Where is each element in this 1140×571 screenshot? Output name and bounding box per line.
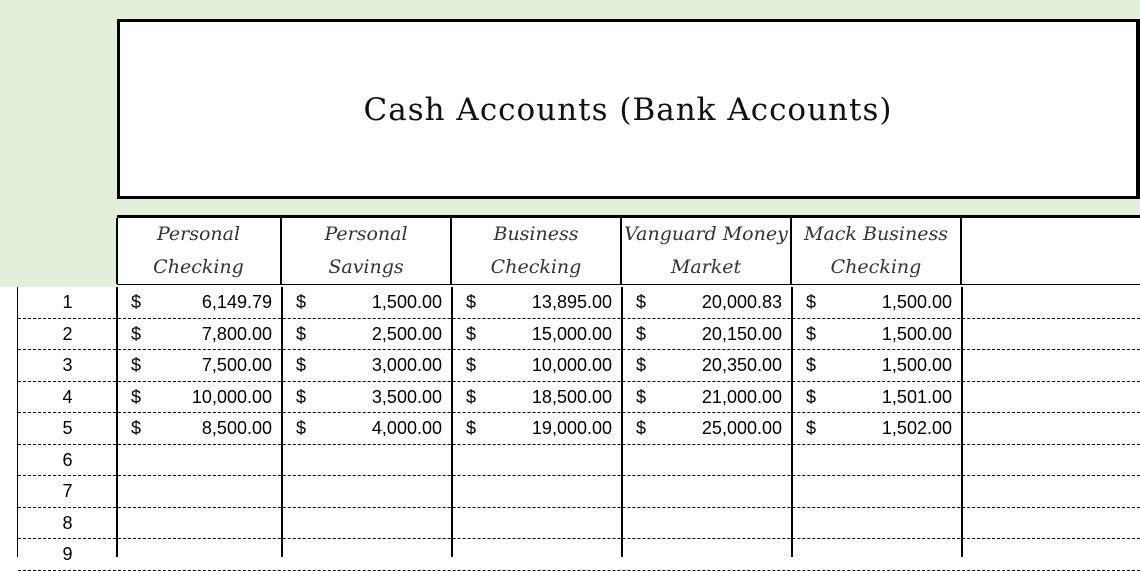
currency-symbol: $ xyxy=(131,323,142,344)
currency-symbol: $ xyxy=(806,355,817,375)
currency-symbol: $ xyxy=(296,292,307,312)
row-number[interactable]: 5 xyxy=(62,418,73,438)
amount-cell[interactable]: 1,500.00 xyxy=(881,355,952,375)
currency-symbol: $ xyxy=(131,292,142,312)
row-number[interactable]: 4 xyxy=(62,386,73,407)
amount-cell[interactable]: 4,000.00 xyxy=(371,418,442,438)
amount-cell[interactable]: 1,501.00 xyxy=(881,386,952,407)
column-header-6[interactable] xyxy=(962,218,1140,284)
amount-cell[interactable]: 20,350.00 xyxy=(701,355,782,375)
currency-symbol: $ xyxy=(806,386,817,407)
currency-symbol: $ xyxy=(806,292,817,312)
currency-symbol: $ xyxy=(296,323,307,344)
amount-cell[interactable]: 19,000.00 xyxy=(531,418,612,438)
empty-cell[interactable] xyxy=(792,445,962,476)
left-margin xyxy=(0,0,117,287)
empty-cell[interactable] xyxy=(622,476,792,507)
row-number[interactable]: 8 xyxy=(62,512,73,533)
row-number[interactable]: 3 xyxy=(62,355,73,375)
currency-symbol: $ xyxy=(806,323,817,344)
amount-cell[interactable]: 3,500.00 xyxy=(371,386,442,407)
top-margin xyxy=(117,0,1140,19)
empty-cell[interactable] xyxy=(622,508,792,539)
currency-symbol: $ xyxy=(131,386,142,407)
currency-symbol: $ xyxy=(466,323,477,344)
currency-symbol: $ xyxy=(466,418,477,438)
currency-symbol: $ xyxy=(296,418,307,438)
empty-cell[interactable] xyxy=(792,539,962,570)
title-box[interactable] xyxy=(117,19,1140,199)
currency-symbol: $ xyxy=(636,386,647,407)
amount-cell[interactable]: 18,500.00 xyxy=(531,386,612,407)
empty-cell[interactable] xyxy=(792,476,962,507)
row-number[interactable]: 2 xyxy=(62,323,73,344)
currency-symbol: $ xyxy=(466,386,477,407)
empty-cell[interactable] xyxy=(452,539,622,570)
empty-cell[interactable] xyxy=(792,508,962,539)
currency-symbol: $ xyxy=(636,418,647,438)
amount-cell[interactable]: 1,500.00 xyxy=(881,323,952,344)
amount-cell[interactable]: 10,000.00 xyxy=(531,355,612,375)
amount-cell[interactable]: 1,500.00 xyxy=(881,292,952,312)
section-gap xyxy=(117,199,1140,215)
empty-cell[interactable] xyxy=(452,508,622,539)
currency-symbol: $ xyxy=(131,355,142,375)
amount-cell[interactable]: 2,500.00 xyxy=(371,323,442,344)
currency-symbol: $ xyxy=(131,418,142,438)
column-header-4[interactable]: Vanguard Money Market xyxy=(622,218,792,284)
empty-cell[interactable] xyxy=(622,539,792,570)
amount-cell[interactable]: 10,000.00 xyxy=(191,386,272,407)
column-header-3[interactable]: Business Checking xyxy=(452,218,622,284)
currency-symbol: $ xyxy=(636,292,647,312)
empty-cell[interactable] xyxy=(117,508,282,539)
header-row xyxy=(117,215,1140,285)
empty-cell[interactable] xyxy=(452,445,622,476)
amount-cell[interactable]: 7,800.00 xyxy=(201,323,272,344)
row-gutter xyxy=(0,287,18,557)
currency-symbol: $ xyxy=(296,355,307,375)
currency-symbol: $ xyxy=(636,355,647,375)
empty-cell[interactable] xyxy=(117,539,282,570)
empty-cell[interactable] xyxy=(452,476,622,507)
amount-cell[interactable]: 25,000.00 xyxy=(701,418,782,438)
amount-cell[interactable]: 6,149.79 xyxy=(201,292,272,312)
amount-cell[interactable]: 20,150.00 xyxy=(701,323,782,344)
currency-symbol: $ xyxy=(466,292,477,312)
amount-cell[interactable]: 7,500.00 xyxy=(201,355,272,375)
empty-cell[interactable] xyxy=(282,476,452,507)
currency-symbol: $ xyxy=(806,418,817,438)
empty-cell[interactable] xyxy=(282,445,452,476)
amount-cell[interactable]: 3,000.00 xyxy=(371,355,442,375)
empty-cell[interactable] xyxy=(622,445,792,476)
sheet-title: Cash Accounts (Bank Accounts) xyxy=(363,92,893,128)
amount-cell[interactable]: 13,895.00 xyxy=(531,292,612,312)
row-number[interactable]: 1 xyxy=(62,292,73,312)
amount-cell[interactable]: 20,000.83 xyxy=(701,292,782,312)
row-number[interactable]: 6 xyxy=(62,449,73,470)
amount-cell[interactable]: 21,000.00 xyxy=(701,386,782,407)
row-number[interactable]: 7 xyxy=(62,481,73,501)
amount-cell[interactable]: 1,500.00 xyxy=(371,292,442,312)
column-header-1[interactable]: Personal Checking xyxy=(117,218,282,284)
currency-symbol: $ xyxy=(296,386,307,407)
column-header-5[interactable]: Mack Business Checking xyxy=(792,218,962,284)
amount-cell[interactable]: 8,500.00 xyxy=(201,418,272,438)
empty-cell[interactable] xyxy=(282,539,452,570)
empty-cell[interactable] xyxy=(282,508,452,539)
empty-cell[interactable] xyxy=(117,445,282,476)
empty-cell[interactable] xyxy=(117,476,282,507)
currency-symbol: $ xyxy=(636,323,647,344)
amount-cell[interactable]: 1,502.00 xyxy=(881,418,952,438)
column-header-2[interactable]: Personal Savings xyxy=(282,218,452,284)
row-number[interactable]: 9 xyxy=(62,544,73,564)
currency-symbol: $ xyxy=(466,355,477,375)
amount-cell[interactable]: 15,000.00 xyxy=(531,323,612,344)
